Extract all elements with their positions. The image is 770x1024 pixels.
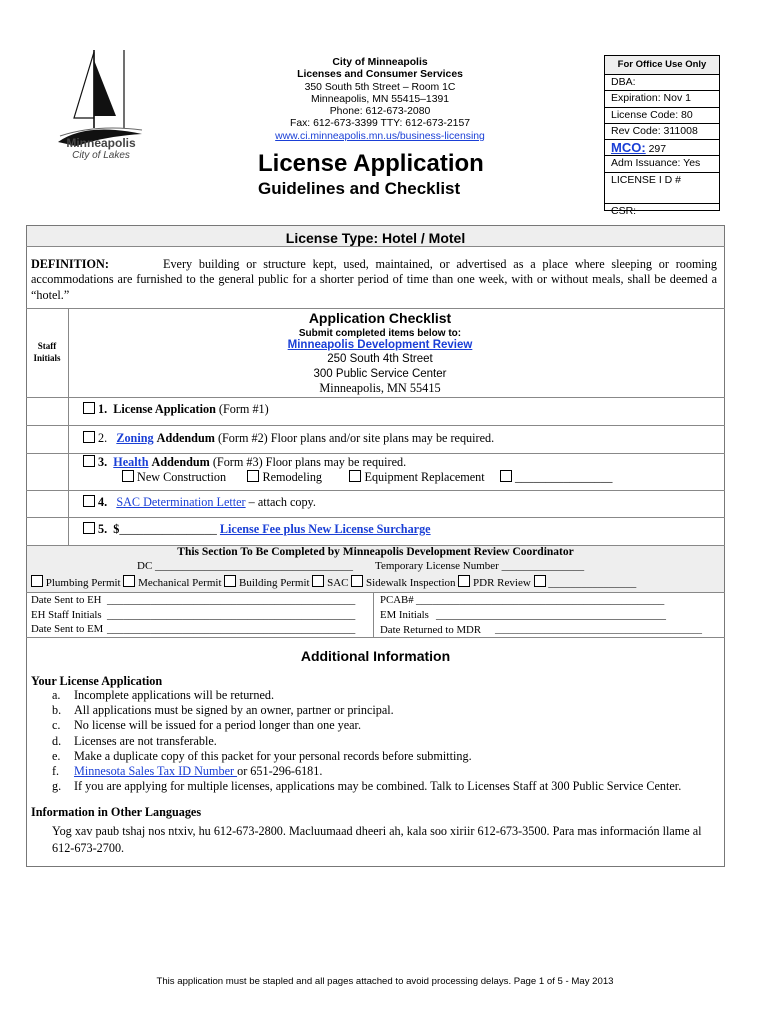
- logo-tagline: City of Lakes: [72, 150, 130, 161]
- item5-dollar: $: [113, 522, 120, 536]
- eh-staff-initials-blank[interactable]: ______________________________________________: [107, 608, 356, 621]
- em-initials-blank[interactable]: ______________________________________________: [436, 609, 666, 621]
- adm-field: Adm Issuance: Yes: [605, 156, 719, 172]
- item3-num: 3.: [98, 455, 108, 469]
- item4-rest: – attach copy.: [248, 495, 316, 509]
- item2-num: 2.: [98, 431, 108, 445]
- pcab: PCAB#: [380, 594, 414, 606]
- license-app-subhead: Your License Application: [31, 674, 163, 688]
- checklist-submit: Submit completed items below to:: [298, 328, 462, 339]
- sac-checkbox[interactable]: [312, 575, 324, 587]
- item3-options: [122, 470, 612, 485]
- sidewalk-checkbox[interactable]: [351, 575, 363, 587]
- list-item: c. No license will be issued for a period longer than one year.: [52, 718, 361, 733]
- list-item: e. Make a duplicate copy of this packet for your personal records before submitting.: [52, 748, 472, 763]
- other-checkbox[interactable]: [500, 470, 512, 482]
- opt-other-blank: ________________: [514, 470, 613, 484]
- additional-info-title: Additional Information: [300, 648, 451, 664]
- checklist-title: Application Checklist: [308, 310, 452, 326]
- expiration-field: Expiration: Nov 1: [605, 91, 719, 107]
- divider: [26, 453, 725, 454]
- license-type-heading: License Type: Hotel / Motel: [285, 230, 466, 246]
- checklist-item-1: [83, 402, 269, 417]
- rev-code-field: Rev Code: 311008: [605, 124, 719, 140]
- sac-link[interactable]: SAC Determination Letter: [116, 495, 246, 509]
- checklist-item-5: [83, 522, 431, 537]
- item4-checkbox[interactable]: [83, 495, 95, 507]
- mdr-address2: 300 Public Service Center: [313, 368, 447, 380]
- website-link[interactable]: www.ci.minneapolis.mn.us/business-licensing: [275, 130, 485, 142]
- eh-staff-initials: EH Staff Initials: [31, 608, 102, 621]
- building-checkbox[interactable]: [224, 575, 236, 587]
- list-item: a. Incomplete applications will be returned.: [52, 688, 275, 702]
- item1-checkbox[interactable]: [83, 402, 95, 414]
- sales-tax-link[interactable]: Minnesota Sales Tax ID Number: [74, 764, 238, 779]
- remodeling-checkbox[interactable]: [247, 470, 259, 482]
- header-address: [262, 57, 498, 143]
- csr-field: CSR:: [611, 204, 637, 217]
- definition: [31, 257, 717, 303]
- permits-row: [31, 575, 636, 589]
- equipment-replacement-checkbox[interactable]: [349, 470, 361, 482]
- definition-text: Every building or structure kept, used, maintained, or advertised as a place where sleeping or rooming accommodations are furnished to the general public for a shorter period of time than one week, with or without meals, shall be deemed a “hotel.”: [31, 257, 717, 302]
- logo-text: [56, 136, 146, 161]
- permit-other: ________________: [548, 577, 637, 589]
- item3-checkbox[interactable]: [83, 455, 95, 467]
- temp-license-field: Temporary License Number _______________: [375, 560, 585, 572]
- zoning-link[interactable]: Zoning: [116, 431, 154, 445]
- city: Minneapolis, MN 55415–1391: [310, 93, 450, 105]
- item4-num: 4.: [98, 495, 108, 509]
- mdr-section-title: This Section To Be Completed by Minneapolis Development Review Coordinator: [177, 546, 574, 558]
- dc-field: DC ____________________________________: [137, 560, 354, 572]
- item3-bold: Addendum: [151, 455, 210, 469]
- page-subtitle: Guidelines and Checklist: [258, 179, 461, 198]
- date-sent-eh-blank[interactable]: ______________________________________________: [107, 594, 356, 606]
- permit-pdr: PDR Review: [473, 577, 531, 589]
- org-line1: City of Minneapolis: [332, 57, 428, 68]
- office-use-heading: For Office Use Only: [605, 56, 719, 75]
- list-item: b. All applications must be signed by an owner, partner or principal.: [52, 703, 394, 718]
- page-title: License Application: [258, 150, 484, 177]
- item3-rest: (Form #3) Floor plans may be required.: [212, 455, 407, 469]
- permit-plumbing: Plumbing Permit: [45, 577, 121, 589]
- mdr-address1: 250 South 4th Street: [327, 353, 433, 365]
- divider: [26, 425, 725, 426]
- item1-num: 1.: [98, 402, 108, 416]
- item5-num: 5.: [98, 522, 108, 536]
- other-permit-checkbox[interactable]: [534, 575, 546, 587]
- item1-rest: (Form #1): [218, 402, 269, 416]
- street: 350 South 5th Street – Room 1C: [304, 81, 456, 93]
- languages-heading: Information in Other Languages: [31, 805, 202, 819]
- health-link[interactable]: Health: [113, 455, 149, 469]
- page-footer: This application must be stapled and all pages attached to avoid processing delays. Page 1 of 5 - May 2013: [156, 976, 614, 987]
- list-item: f. Minnesota Sales Tax ID Number or 651-296-6181.: [52, 764, 323, 779]
- opt-new-construction: New Construction: [137, 470, 227, 484]
- permit-building: Building Permit: [239, 577, 310, 589]
- list-item: g. If you are applying for multiple licenses, applications may be combined. Talk to Licenses Staff at 300 Public Service Center.: [52, 779, 682, 794]
- item5-checkbox[interactable]: [83, 522, 95, 534]
- pcab-blank[interactable]: ______________________________________________: [416, 594, 665, 606]
- additional-info-list: [52, 688, 681, 794]
- item1-bold: License Application: [113, 402, 216, 416]
- date-sent-eh: Date Sent to EH: [31, 594, 102, 606]
- license-fee-link[interactable]: License Fee plus New License Surcharge: [219, 522, 431, 536]
- permit-mechanical: Mechanical Permit: [138, 577, 222, 589]
- permit-sac: SAC: [327, 577, 349, 589]
- date-returned-blank[interactable]: ______________________________________________: [495, 625, 702, 635]
- dates-column-rule: [373, 592, 374, 637]
- item2-bold: Addendum: [156, 431, 215, 445]
- date-sent-em-blank[interactable]: ______________________________________________: [107, 623, 356, 635]
- dates-left: [31, 593, 355, 637]
- item5-blank: ________________: [119, 522, 217, 536]
- dba-field: DBA:: [605, 75, 719, 91]
- divider: [26, 517, 725, 518]
- dates-right: [380, 593, 702, 638]
- item2-rest: (Form #2) Floor plans and/or site plans may be required.: [217, 431, 495, 445]
- fax: Fax: 612-673-3399 TTY: 612-673-2157: [289, 118, 471, 130]
- languages-text: Yog xav paub tshaj nos ntxiv, hu 612-673-2800. Macluumaad dheeri ah, kala soo xiriir 612-673-3500. Para mas información llame al 612-673-2700.: [52, 824, 702, 855]
- checklist-item-3: [83, 455, 406, 470]
- mco-link[interactable]: MCO:: [611, 140, 646, 156]
- license-id-field: LICENSE I D #: [605, 173, 719, 204]
- date-sent-em: Date Sent to EM: [31, 623, 104, 635]
- logo-name: Minneapolis: [66, 136, 136, 150]
- staff-column-rule: [68, 308, 69, 545]
- definition-label: DEFINITION:: [31, 257, 109, 271]
- staff-initials-label: Staff Initials: [33, 341, 61, 363]
- mdr-link[interactable]: Minneapolis Development Review: [287, 339, 473, 351]
- checklist-item-4: [83, 495, 316, 510]
- phone: Phone: 612-673-2080: [329, 106, 431, 118]
- date-returned-mdr: Date Returned to MDR: [380, 624, 482, 636]
- opt-equipment: Equipment Replacement: [364, 470, 485, 484]
- mco-value: 297: [648, 143, 667, 156]
- org-line2: Licenses and Consumer Services: [297, 69, 463, 81]
- pdr-checkbox[interactable]: [458, 575, 470, 587]
- mechanical-checkbox[interactable]: [123, 575, 135, 587]
- em-initials: EM Initials: [380, 608, 429, 621]
- divider: [26, 308, 725, 309]
- new-construction-checkbox[interactable]: [122, 470, 134, 482]
- plumbing-checkbox[interactable]: [31, 575, 43, 587]
- divider: [26, 397, 725, 398]
- license-code-field: License Code: 80: [605, 108, 719, 124]
- mco-field: [605, 140, 719, 156]
- divider: [26, 246, 725, 247]
- opt-remodeling: Remodeling: [262, 470, 323, 484]
- item2-checkbox[interactable]: [83, 431, 95, 443]
- divider: [26, 490, 725, 491]
- permit-sidewalk: Sidewalk Inspection: [366, 577, 456, 589]
- checklist-item-2: [83, 431, 494, 446]
- list-item: d. Licenses are not transferable.: [52, 733, 217, 748]
- office-use-box: [604, 55, 720, 217]
- mdr-address3: Minneapolis, MN 55415: [319, 381, 441, 395]
